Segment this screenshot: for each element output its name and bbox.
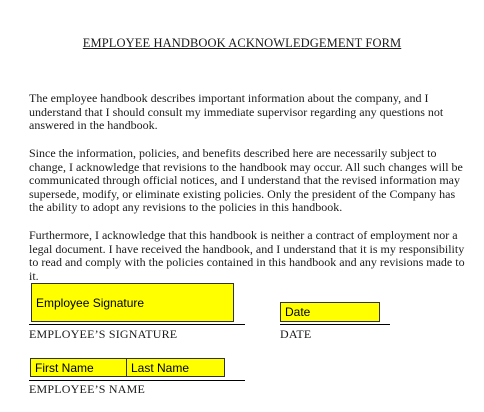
signature-caption: EMPLOYEE’S SIGNATURE: [29, 327, 178, 341]
first-name-field[interactable]: First Name: [30, 358, 127, 377]
date-field[interactable]: Date: [280, 302, 380, 322]
date-caption: DATE: [280, 327, 312, 341]
name-caption: EMPLOYEE’S NAME: [29, 382, 145, 396]
last-name-field[interactable]: Last Name: [126, 358, 225, 377]
form-title: EMPLOYEE HANDBOOK ACKNOWLEDGEMENT FORM: [82, 36, 402, 50]
signature-line: [29, 324, 245, 325]
date-line: [280, 324, 390, 325]
paragraph-handbook-intro: The employee handbook describes important information about the company, and I understand that I should consult my immediate supervisor regarding any questions not answered in the handbook.: [29, 91, 444, 133]
name-line: [29, 380, 245, 381]
employee-signature-field[interactable]: Employee Signature: [31, 283, 234, 322]
paragraph-not-contract: Furthermore, I acknowledge that this handbook is neither a contract of employment nor a legal document. I have received the handbook, and I understand that it is my responsibility to read and comply with the policies contained in this handbook and any revisions made to it.: [29, 228, 465, 283]
paragraph-revisions: Since the information, policies, and benefits described here are necessarily subject to change, I acknowledge that revisions to the handbook may occur. All such changes will be communicated through official notices, and I understand that the revised information may supersede, modify, or eliminate existing policies. Only the president of the Company has the ability to adopt any revisions to the policies in this handbook.: [29, 146, 463, 215]
